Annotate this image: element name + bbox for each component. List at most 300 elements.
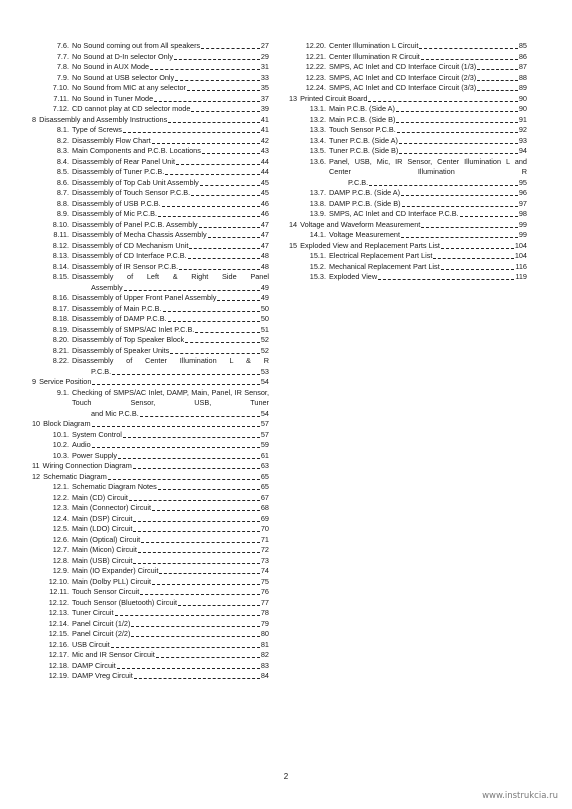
- toc-entry-title: Disassembly of Top Cab Unit Assembly: [72, 177, 199, 187]
- toc-dot-leader: [441, 269, 515, 270]
- toc-subsection-entry: [32, 514, 269, 525]
- toc-subsection-entry: [32, 482, 269, 493]
- toc-entry-page: 68: [260, 503, 269, 512]
- toc-entry-page: 49: [260, 293, 269, 302]
- toc-entry-title: Disassembly of IR Sensor P.C.B.: [72, 261, 179, 271]
- toc-dot-leader: [111, 647, 260, 648]
- toc-entry-title: Disassembly of Left & Right Side Panel: [72, 272, 269, 281]
- toc-dot-leader: [162, 206, 260, 207]
- toc-entry-title: Disassembly of Center Illumination L & R: [72, 356, 269, 365]
- toc-dot-leader: [191, 195, 260, 196]
- toc-entry-page: 39: [260, 104, 269, 113]
- toc-subsection-entry: [32, 346, 269, 357]
- toc-entry-number: 8.4.: [56, 156, 69, 166]
- toc-entry-number: 12: [32, 471, 41, 481]
- toc-dot-leader: [140, 416, 260, 417]
- toc-subsection-entry: [32, 41, 269, 52]
- toc-entry-title: Disassembly of Touch Sensor P.C.B.: [72, 188, 191, 197]
- toc-dot-leader: [129, 500, 260, 501]
- toc-entry-page: 65: [260, 471, 269, 481]
- toc-entry-text: [326, 157, 527, 189]
- toc-entry-page: 50: [260, 314, 269, 323]
- toc-entry-title: Main (CD) Circuit: [72, 492, 128, 502]
- toc-entry-number: 13.7.: [309, 188, 326, 197]
- toc-entry-page: 72: [260, 545, 269, 554]
- toc-entry-page: 80: [260, 629, 269, 638]
- toc-entry-text: [69, 272, 269, 293]
- toc-entry-page: 41: [260, 114, 269, 124]
- toc-entry-number: 13.1.: [309, 104, 326, 113]
- toc-entry-page: 45: [260, 188, 269, 197]
- toc-entry-title: Main (USB) Circuit: [72, 555, 133, 565]
- toc-dot-leader: [118, 458, 260, 459]
- toc-dot-leader: [112, 374, 260, 375]
- toc-entry-number: 13.5.: [309, 146, 326, 155]
- toc-entry-number: 13.8.: [309, 198, 326, 208]
- toc-entry-title: Touch Sensor (Bluetooth) Circuit: [72, 597, 178, 607]
- toc-dot-leader: [165, 174, 260, 175]
- toc-subsection-entry: [289, 188, 527, 199]
- toc-entry-number: 8.14.: [52, 261, 69, 271]
- toc-subsection-entry: [32, 241, 269, 252]
- toc-entry-page: 42: [260, 135, 269, 145]
- toc-entry-title: System Control: [72, 429, 122, 439]
- toc-entry-number: 8.5.: [56, 167, 69, 176]
- toc-entry-number: 8.8.: [56, 198, 69, 208]
- toc-entry-number: 8.15.: [52, 272, 69, 281]
- toc-dot-leader: [202, 153, 260, 154]
- toc-dot-leader: [168, 321, 260, 322]
- toc-entry-page: 53: [260, 366, 269, 376]
- toc-subsection-entry: [32, 146, 269, 157]
- toc-entry-page: 91: [518, 114, 527, 124]
- toc-entry-number: 12.15.: [48, 629, 69, 638]
- toc-left-column: [32, 41, 269, 682]
- toc-subsection-entry: [32, 650, 269, 661]
- toc-entry-title: Panel Circuit (2/2): [72, 629, 131, 638]
- toc-entry-page: 85: [518, 41, 527, 50]
- toc-entry-number: 8.13.: [52, 251, 69, 260]
- toc-entry-number: 12.24.: [305, 83, 326, 92]
- toc-entry-title: SMPS, AC Inlet and CD Interface P.C.B.: [329, 209, 459, 218]
- toc-entry-page: 116: [515, 261, 527, 271]
- toc-entry-title: Printed Circuit Board: [300, 93, 368, 103]
- toc-entry-title: Disassembly of DAMP P.C.B.: [72, 314, 167, 323]
- toc-entry-page: 47: [260, 230, 269, 239]
- toc-dot-leader: [399, 143, 518, 144]
- toc-section-entry: [32, 419, 269, 430]
- toc-entry-page: 76: [260, 587, 269, 596]
- toc-entry-title: Block Diagram: [43, 419, 91, 428]
- toc-dot-leader: [179, 269, 260, 270]
- toc-dot-leader: [191, 111, 259, 112]
- toc-subsection-entry: [32, 356, 269, 377]
- toc-entry-title: DAMP P.C.B. (Side B): [329, 198, 401, 208]
- toc-entry-number: 7.7.: [56, 51, 69, 61]
- toc-entry-number: 12.7.: [52, 545, 69, 554]
- toc-dot-leader: [189, 248, 259, 249]
- toc-entry-number: 12.1.: [52, 482, 69, 491]
- toc-entry-title: Disassembly of Tuner P.C.B.: [72, 167, 165, 176]
- toc-entry-title: No Sound in AUX Mode: [72, 62, 150, 71]
- toc-dot-leader: [154, 101, 260, 102]
- toc-subsection-entry: [32, 325, 269, 336]
- toc-entry-page: 59: [260, 440, 269, 449]
- toc-entry-number: 12.12.: [48, 597, 69, 607]
- toc-subsection-entry: [32, 209, 269, 220]
- toc-dot-leader: [131, 636, 259, 637]
- toc-entry-page: 97: [518, 198, 527, 208]
- toc-entry-page: 83: [260, 660, 269, 670]
- toc-entry-title: Main (LDO) Circuit: [72, 524, 133, 533]
- toc-subsection-entry: [289, 251, 527, 262]
- toc-dot-leader: [175, 80, 260, 81]
- toc-entry-page: 44: [260, 156, 269, 166]
- toc-entry-number: 9.1.: [56, 387, 69, 397]
- toc-subsection-entry: [32, 640, 269, 651]
- toc-subsection-entry: [289, 83, 527, 94]
- toc-entry-number: 8.9.: [56, 209, 69, 218]
- toc-entry-number: 7.12.: [52, 104, 69, 113]
- toc-entry-page: 46: [260, 209, 269, 218]
- toc-entry-title: Main Components and P.C.B. Locations: [72, 146, 201, 155]
- toc-subsection-entry: [32, 73, 269, 84]
- toc-subsection-entry: [32, 608, 269, 619]
- toc-dot-leader: [150, 69, 260, 70]
- toc-entry-number: 12.21.: [305, 51, 326, 61]
- toc-entry-title: Mic and IR Sensor Circuit: [72, 650, 155, 659]
- toc-subsection-entry: [289, 62, 527, 73]
- toc-entry-page: 73: [260, 555, 269, 565]
- toc-entry-title: Disassembly of Mic P.C.B.: [72, 209, 158, 218]
- toc-dot-leader: [187, 90, 260, 91]
- toc-entry-number: 8.21.: [52, 345, 69, 355]
- toc-entry-number: 12.11.: [49, 587, 69, 596]
- toc-dot-leader: [199, 227, 260, 228]
- toc-entry-page: 52: [260, 335, 269, 344]
- toc-dot-leader: [152, 584, 260, 585]
- toc-subsection-entry: [32, 430, 269, 441]
- toc-entry-number: 13.6.: [309, 156, 326, 166]
- toc-entry-number: 12.6.: [52, 534, 69, 544]
- toc-entry-number: 12.4.: [52, 513, 69, 523]
- toc-entry-title: Touch Sensor P.C.B.: [329, 125, 396, 134]
- toc-entry-title: Disassembly of CD Interface P.C.B.: [72, 251, 187, 260]
- toc-entry-number: 12.23.: [305, 72, 326, 82]
- toc-subsection-entry: [289, 104, 527, 115]
- toc-entry-title: No Sound at D-In selector Only: [72, 51, 173, 61]
- toc-dot-leader: [477, 80, 518, 81]
- toc-entry-number: 12.18.: [48, 660, 69, 670]
- toc-entry-page: 65: [260, 482, 269, 491]
- toc-entry-page: 75: [260, 576, 269, 586]
- toc-dot-leader: [401, 195, 518, 196]
- toc-entry-page: 54: [260, 377, 269, 386]
- toc-dot-leader: [141, 542, 260, 543]
- toc-entry-number: 12.19.: [48, 671, 69, 680]
- toc-dot-leader: [115, 615, 260, 616]
- toc-entry-page: 41: [260, 125, 269, 134]
- toc-entry-number: 13.3.: [309, 125, 326, 134]
- toc-dot-leader: [397, 132, 518, 133]
- toc-entry-number: 12.14.: [48, 618, 69, 628]
- toc-dot-leader: [396, 122, 518, 123]
- toc-entry-title: Voltage Measurement: [329, 230, 400, 239]
- toc-subsection-entry: [32, 125, 269, 136]
- toc-entry-number: 8.3.: [56, 146, 69, 155]
- toc-dot-leader: [174, 59, 260, 60]
- toc-dot-leader: [158, 216, 260, 217]
- toc-entry-page: 31: [260, 62, 269, 71]
- toc-entry-number: 8.6.: [56, 177, 69, 187]
- toc-subsection-entry: [289, 230, 527, 241]
- toc-dot-leader: [124, 290, 260, 291]
- toc-entry-title-continuation: P.C.B.: [348, 177, 369, 187]
- toc-entry-number: 8.18.: [52, 314, 69, 323]
- toc-entry-page: 82: [260, 650, 269, 659]
- toc-entry-title: Disassembly of Upper Front Panel Assembly: [72, 293, 217, 302]
- toc-entry-title: Tuner Circuit: [72, 608, 114, 617]
- toc-entry-title: Type of Screws: [72, 125, 122, 134]
- toc-entry-title: Main P.C.B. (Side A): [329, 104, 395, 113]
- toc-dot-leader: [477, 90, 518, 91]
- toc-entry-title: Service Position: [39, 377, 92, 386]
- toc-entry-page: 27: [260, 41, 269, 50]
- toc-entry-title: Exploded View and Replacement Parts List: [300, 240, 440, 250]
- toc-dot-leader: [140, 594, 260, 595]
- toc-entry-number: 15.1.: [309, 251, 326, 260]
- toc-entry-title: Main (DSP) Circuit: [72, 513, 133, 523]
- toc-dot-leader: [133, 468, 260, 469]
- toc-entry-title: Disassembly of Speaker Units: [72, 345, 170, 355]
- toc-subsection-entry: [289, 199, 527, 210]
- toc-entry-title: Disassembly of Top Speaker Block: [72, 335, 185, 344]
- toc-entry-number: 12.5.: [52, 524, 69, 533]
- toc-entry-page: 89: [518, 83, 527, 92]
- toc-entry-page: 78: [260, 608, 269, 617]
- toc-entry-page: 47: [260, 240, 269, 250]
- toc-entry-title: No Sound from MIC at any selector: [72, 83, 186, 92]
- toc-dot-leader: [168, 122, 260, 123]
- toc-section-entry: [32, 461, 269, 472]
- toc-subsection-entry: [32, 629, 269, 640]
- toc-section-entry: [32, 115, 269, 126]
- toc-entry-title: Main (Dolby PLL) Circuit: [72, 576, 152, 586]
- toc-subsection-entry: [32, 671, 269, 682]
- toc-entry-title: Disassembly of Panel P.C.B. Assembly: [72, 219, 198, 229]
- toc-subsection-entry: [32, 262, 269, 273]
- toc-dot-leader: [123, 132, 260, 133]
- toc-subsection-entry: [32, 566, 269, 577]
- toc-entry-title: Audio: [72, 440, 91, 449]
- toc-entry-page: 51: [260, 324, 269, 334]
- toc-subsection-entry: [32, 167, 269, 178]
- toc-entry-page: 69: [260, 513, 269, 523]
- toc-entry-title-continuation: P.C.B.: [91, 366, 112, 376]
- toc-entry-number: 14: [289, 219, 298, 229]
- toc-dot-leader: [195, 332, 260, 333]
- toc-entry-number: 8.19.: [52, 324, 69, 334]
- toc-entry-number: 12.17.: [48, 650, 69, 659]
- toc-entry-number: 8.17.: [52, 303, 69, 313]
- toc-section-entry: [289, 220, 527, 231]
- toc-subsection-entry: [289, 125, 527, 136]
- toc-subsection-entry: [289, 146, 527, 157]
- toc-entry-page: 48: [260, 251, 269, 260]
- toc-entry-page: 92: [518, 125, 527, 134]
- toc-entry-title: Disassembly of Rear Panel Unit: [72, 156, 176, 166]
- toc-entry-title: CD cannot play at CD selector mode: [72, 104, 191, 113]
- toc-subsection-entry: [32, 136, 269, 147]
- toc-entry-page: 86: [518, 51, 527, 61]
- toc-entry-page: 57: [260, 419, 269, 428]
- toc-entry-number: 12.20.: [305, 41, 326, 50]
- toc-dot-leader: [134, 678, 260, 679]
- toc-subsection-entry: [289, 115, 527, 126]
- toc-entry-number: 8.16.: [52, 293, 69, 302]
- toc-entry-text: [69, 356, 269, 377]
- toc-entry-number: 8.20.: [52, 335, 69, 344]
- toc-entry-number: 15: [289, 240, 298, 250]
- toc-entry-title: Main (IO Expander) Circuit: [72, 566, 159, 575]
- toc-entry-page: 99: [518, 219, 527, 229]
- toc-entry-page: 98: [518, 209, 527, 218]
- toc-dot-leader: [399, 153, 518, 154]
- toc-entry-number: 8.12.: [52, 240, 69, 250]
- toc-entry-page: 71: [260, 534, 269, 544]
- toc-entry-number: 12.8.: [52, 555, 69, 565]
- toc-entry-number: 15.2.: [309, 261, 326, 271]
- toc-subsection-entry: [32, 52, 269, 63]
- toc-dot-leader: [178, 605, 260, 606]
- toc-dot-leader: [152, 510, 260, 511]
- toc-entry-title: Disassembly of SMPS/AC Inlet P.C.B.: [72, 324, 195, 334]
- toc-entry-title: Schematic Diagram Notes: [72, 482, 157, 491]
- toc-entry-title: Checking of SMPS/AC Inlet, DAMP, Main, Panel, IR Sensor, Touch Sensor, USB, Tuner: [72, 387, 269, 407]
- toc-dot-leader: [170, 353, 260, 354]
- toc-subsection-entry: [289, 52, 527, 63]
- toc-dot-leader: [138, 552, 260, 553]
- toc-entry-title: Schematic Diagram: [43, 471, 107, 481]
- toc-entry-page: 33: [260, 72, 269, 82]
- toc-subsection-entry: [32, 493, 269, 504]
- toc-dot-leader: [92, 384, 259, 385]
- toc-entry-number: 8.10.: [52, 219, 69, 229]
- toc-subsection-entry: [32, 272, 269, 293]
- toc-section-entry: [32, 472, 269, 483]
- toc-entry-page: 94: [518, 146, 527, 155]
- toc-entry-number: 7.9.: [56, 72, 69, 82]
- toc-subsection-entry: [32, 188, 269, 199]
- toc-right-column: [289, 41, 527, 283]
- toc-entry-number: 15.3.: [309, 272, 326, 281]
- toc-subsection-entry: [32, 314, 269, 325]
- toc-entry-text: [69, 388, 269, 420]
- toc-subsection-entry: [32, 157, 269, 168]
- toc-entry-title: Disassembly of CD Mechanism Unit: [72, 240, 189, 250]
- toc-entry-number: 10.2.: [52, 440, 69, 449]
- toc-entry-title: SMPS, AC Inlet and CD Interface Circuit (3/3): [329, 83, 477, 92]
- toc-entry-number: 12.22.: [305, 62, 326, 71]
- toc-dot-leader: [159, 573, 260, 574]
- toc-entry-title: Main P.C.B. (Side B): [329, 114, 396, 124]
- toc-section-entry: [289, 241, 527, 252]
- toc-entry-page: 49: [260, 282, 269, 292]
- toc-entry-title: Tuner P.C.B. (Side B): [329, 146, 399, 155]
- toc-entry-title: USB Circuit: [72, 639, 110, 649]
- toc-entry-title: Exploded View: [329, 272, 378, 281]
- toc-dot-leader: [123, 437, 260, 438]
- toc-entry-number: 13: [289, 93, 298, 103]
- toc-subsection-entry: [289, 73, 527, 84]
- toc-entry-number: 12.9.: [52, 566, 69, 575]
- toc-entry-number: 7.10.: [52, 83, 69, 92]
- toc-entry-number: 12.13.: [48, 608, 69, 617]
- toc-entry-title: SMPS, AC Inlet and CD Interface Circuit (2/3): [329, 72, 477, 82]
- toc-entry-title: Disassembly of Main P.C.B.: [72, 303, 162, 313]
- toc-subsection-entry: [32, 451, 269, 462]
- toc-entry-title: Main (Optical) Circuit: [72, 534, 141, 544]
- toc-entry-number: 14.1.: [309, 230, 326, 239]
- watermark: www.instrukcia.ru: [482, 791, 558, 801]
- toc-dot-leader: [402, 206, 518, 207]
- toc-dot-leader: [117, 668, 260, 669]
- page-number: 2: [283, 772, 289, 781]
- toc-dot-leader: [419, 48, 518, 49]
- toc-dot-leader: [200, 185, 260, 186]
- toc-subsection-entry: [32, 251, 269, 262]
- toc-subsection-entry: [32, 304, 269, 315]
- toc-dot-leader: [369, 185, 518, 186]
- toc-subsection-entry: [32, 545, 269, 556]
- toc-entry-page: 61: [260, 450, 269, 460]
- toc-entry-page: 96: [518, 188, 527, 197]
- toc-entry-number: 10.3.: [52, 450, 69, 460]
- toc-entry-title: Mechanical Replacement Part List: [329, 261, 440, 271]
- toc-entry-number: 12.2.: [52, 492, 69, 502]
- toc-dot-leader: [108, 479, 260, 480]
- toc-entry-title: No Sound coming out from All speakers: [72, 41, 201, 50]
- toc-entry-title: Main (Micon) Circuit: [72, 545, 137, 554]
- toc-subsection-entry: [32, 230, 269, 241]
- toc-dot-leader: [433, 258, 513, 259]
- toc-subsection-entry: [32, 388, 269, 420]
- toc-entry-number: 7.8.: [56, 62, 69, 71]
- toc-entry-page: 44: [260, 167, 269, 176]
- toc-entry-page: 43: [260, 146, 269, 155]
- toc-entry-number: 12.10.: [48, 576, 69, 586]
- toc-entry-title: Panel, USB, Mic, IR Sensor, Center Illumination L and Center Illumination R: [329, 156, 527, 176]
- toc-subsection-entry: [32, 94, 269, 105]
- toc-subsection-entry: [289, 136, 527, 147]
- toc-entry-number: 13.4.: [309, 135, 326, 145]
- toc-dot-leader: [92, 426, 260, 427]
- toc-dot-leader: [133, 531, 259, 532]
- toc-entry-number: 12.3.: [52, 503, 69, 512]
- toc-subsection-entry: [32, 556, 269, 567]
- toc-dot-leader: [477, 69, 518, 70]
- toc-entry-page: 81: [260, 639, 269, 649]
- toc-dot-leader: [131, 626, 259, 627]
- toc-dot-leader: [217, 300, 260, 301]
- toc-subsection-entry: [289, 262, 527, 273]
- toc-subsection-entry: [32, 535, 269, 546]
- toc-entry-number: 7.6.: [56, 41, 69, 50]
- toc-entry-title: No Sound at USB selector Only: [72, 72, 175, 82]
- toc-subsection-entry: [32, 220, 269, 231]
- toc-entry-title: Disassembly of Mecha Chassis Assembly: [72, 230, 207, 239]
- toc-entry-page: 57: [260, 429, 269, 439]
